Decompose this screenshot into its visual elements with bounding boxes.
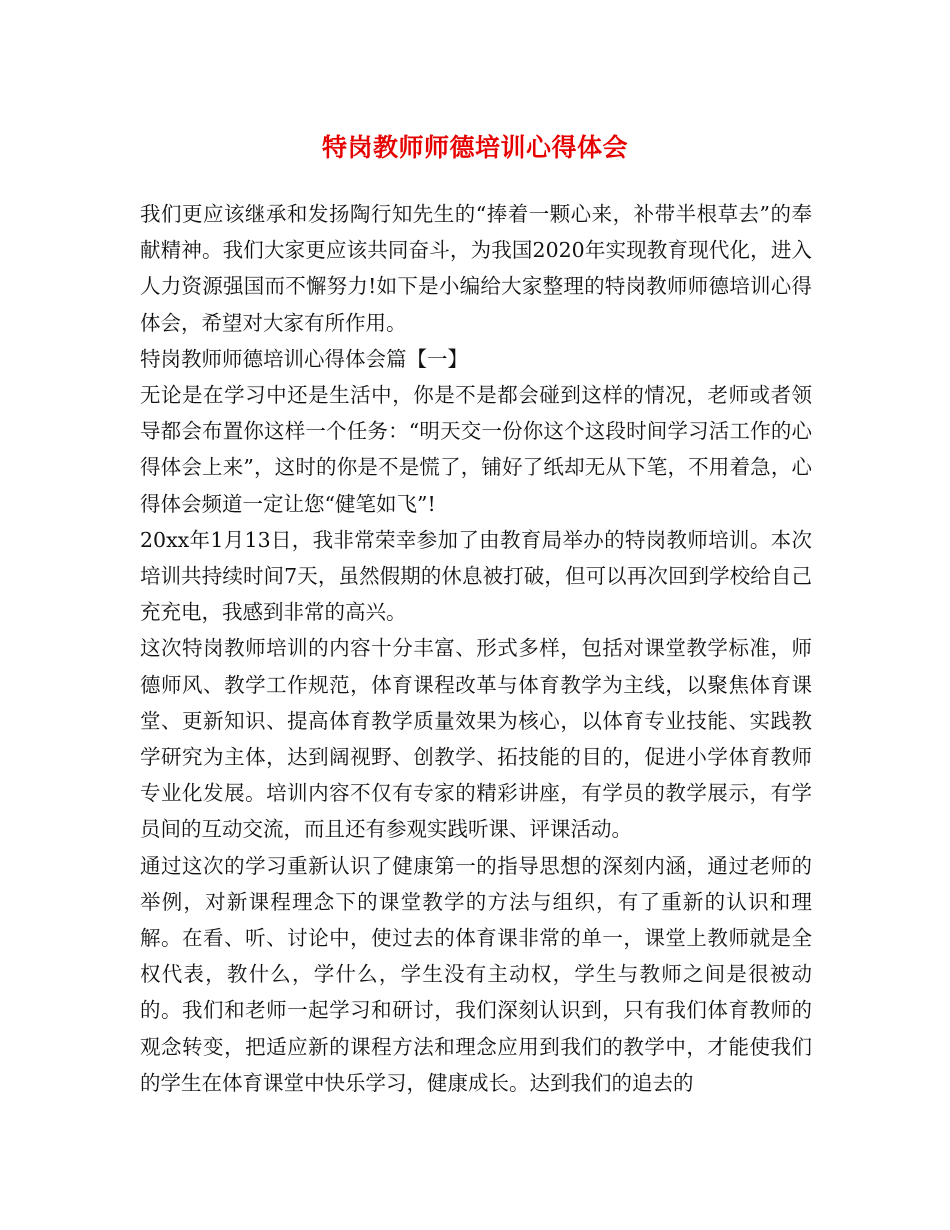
- body-paragraph: 无论是在学习中还是生活中，你是不是都会碰到这样的情况，老师或者领导都会布置你这样一个任务：“明天交一份你这个这段时间学习活工作的心得体会上来”，这时的你是不是慌了，铺好了纸却无从下笔，不用着急，心得体会频道一定让您“健笔如飞”!: [140, 383, 812, 516]
- document-title: 特岗教师师德培训心得体会: [321, 133, 628, 162]
- body-paragraph: 通过这次的学习重新认识了健康第一的指导思想的深刻内涵，通过老师的举例，对新课程理念下的课堂教学的方法与组织，有了重新的认识和理解。在看、听、讨论中，使过去的体育课非常的单一，课堂上教师就是全权代表，教什么，学什么，学生没有主动权，学生与教师之间是很被动的。我们和老师一起学习和研讨，我们深刻认识到，只有我们体育教师的观念转变，把适应新的课程方法和理念应用到我们的教学中，才能使我们的学生在体育课堂中快乐学习，健康成长。达到我们的追去的: [140, 853, 812, 1095]
- document-body: [140, 196, 812, 1101]
- body-paragraph: 这次特岗教师培训的内容十分丰富、形式多样，包括对课堂教学标准，师德师风、教学工作规范，体育课程改革与体育教学为主线，以聚焦体育课堂、更新知识、提高体育教学质量效果为核心，以体育专业技能、实践教学研究为主体，达到阔视野、创教学、拓技能的目的，促进小学体育教师专业化发展。培训内容不仅有专家的精彩讲座，有学员的教学展示，有学员间的互动交流，而且还有参观实践听课、评课活动。: [140, 636, 812, 842]
- body-paragraph: 20xx年1月13日，我非常荣幸参加了由教育局举办的特岗教师培训。本次培训共持续时间7天，虽然假期的休息被打破，但可以再次回到学校给自己充充电，我感到非常的高兴。: [140, 527, 812, 625]
- intro-paragraph: 我们更应该继承和发扬陶行知先生的“捧着一颗心来，补带半根草去”的奉献精神。我们大家更应该共同奋斗，为我国2020年实现教育现代化，进入人力资源强国而不懈努力!如下是小编给大家整理的特岗教师师德培训心得体会，希望对大家有所作用。: [140, 202, 812, 335]
- section-heading: 特岗教师师德培训心得体会篇【一】: [140, 346, 468, 371]
